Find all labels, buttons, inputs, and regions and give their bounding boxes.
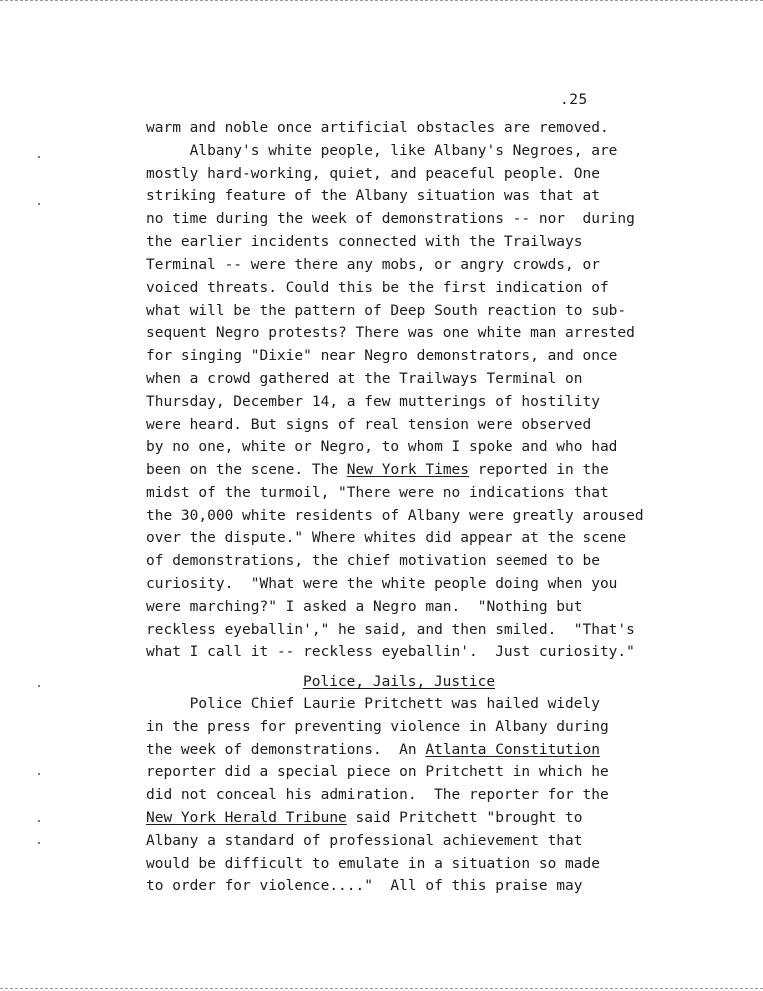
page-number: .25 xyxy=(560,92,588,108)
text-line-nyht xyxy=(146,809,583,827)
margin-speck xyxy=(38,685,40,687)
text-line: striking feature of the Albany situation was that at xyxy=(146,188,600,204)
text-line: what I call it -- reckless eyeballin'. Just curiosity." xyxy=(146,644,635,660)
publication-title-nyht: New York Herald Tribune xyxy=(146,810,347,826)
text-line: would be difficult to emulate in a situation so made xyxy=(146,856,600,872)
scan-top-edge xyxy=(0,0,763,1)
text-line: midst of the turmoil, "There were no indications that xyxy=(146,485,609,501)
text-line: Thursday, December 14, a few mutterings of hostility xyxy=(146,394,600,410)
text-line: voiced threats. Could this be the first indication of xyxy=(146,280,609,296)
text-line-ajc xyxy=(146,741,600,759)
text-line: of demonstrations, the chief motivation seemed to be xyxy=(146,553,600,569)
text-line: were heard. But signs of real tension were observed xyxy=(146,417,592,433)
publication-title-ajc: Atlanta Constitution xyxy=(425,742,600,758)
text-line: warm and noble once artificial obstacles are removed. xyxy=(146,120,609,136)
scan-bottom-edge xyxy=(0,988,763,989)
text-line: when a crowd gathered at the Trailways Terminal on xyxy=(146,371,583,387)
margin-speck xyxy=(38,203,40,205)
text-line: Police Chief Laurie Pritchett was hailed widely xyxy=(146,696,600,712)
text-span: reported in the xyxy=(469,462,609,478)
text-line: curiosity. "What were the white people doing when you xyxy=(146,576,618,592)
text-line: did not conceal his admiration. The reporter for the xyxy=(146,787,609,803)
margin-speck xyxy=(38,820,40,822)
margin-speck xyxy=(38,156,40,158)
text-line: reporter did a special piece on Pritchett in which he xyxy=(146,764,609,780)
margin-speck xyxy=(38,773,40,775)
text-line: mostly hard-working, quiet, and peaceful people. One xyxy=(146,166,600,182)
section-heading: Police, Jails, Justice xyxy=(303,674,496,690)
text-line: Terminal -- were there any mobs, or angry crowds, or xyxy=(146,257,600,273)
text-line: sequent Negro protests? There was one white man arrested xyxy=(146,325,635,341)
publication-title-nyt: New York Times xyxy=(346,462,470,478)
text-line-nyt xyxy=(146,461,609,479)
text-line: over the dispute." Where whites did appear at the scene xyxy=(146,530,627,546)
text-line: by no one, white or Negro, to whom I spoke and who had xyxy=(146,439,618,455)
text-line: Albany a standard of professional achievement that xyxy=(146,833,583,849)
margin-speck xyxy=(38,842,40,844)
text-line: reckless eyeballin'," he said, and then smiled. "That's xyxy=(146,622,635,638)
text-line: to order for violence...." All of this praise may xyxy=(146,878,583,894)
text-line: no time during the week of demonstrations -- nor during xyxy=(146,211,635,227)
text-line: for singing "Dixie" near Negro demonstrators, and once xyxy=(146,348,618,364)
text-span: the week of demonstrations. An xyxy=(146,742,426,758)
text-line: the 30,000 white residents of Albany were greatly aroused xyxy=(146,508,644,524)
text-line: the earlier incidents connected with the Trailways xyxy=(146,234,583,250)
text-line: in the press for preventing violence in Albany during xyxy=(146,719,609,735)
text-span: been on the scene. The xyxy=(146,462,347,478)
text-line: what will be the pattern of Deep South reaction to sub- xyxy=(146,303,627,319)
text-span: said Pritchett "brought to xyxy=(346,810,583,826)
text-line: Albany's white people, like Albany's Negroes, are xyxy=(146,143,618,159)
text-line: were marching?" I asked a Negro man. "Nothing but xyxy=(146,599,583,615)
